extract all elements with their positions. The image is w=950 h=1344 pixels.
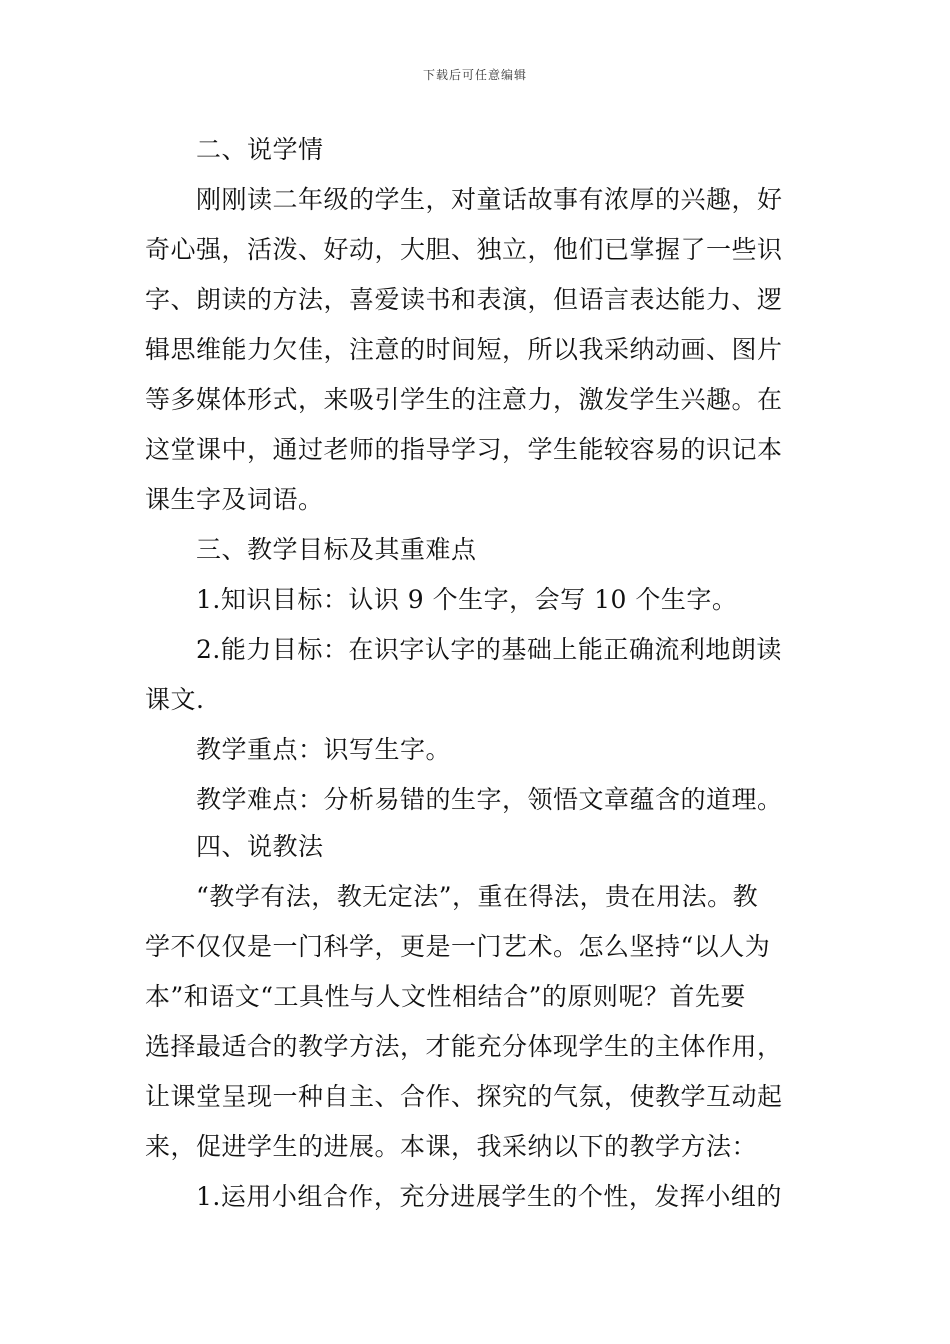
paragraph-line: 1.知识目标：认识 9 个生字，会写 10 个生字。: [196, 585, 738, 614]
paragraph-line: 2.能力目标：在识字认字的基础上能正确流利地朗读: [196, 635, 782, 664]
paragraph-line: 教学难点：分析易错的生字，领悟文章蕴含的道理。: [196, 785, 783, 814]
paragraph-line: 课文.: [145, 685, 205, 714]
paragraph-line: 选择最适合的教学方法，才能充分体现学生的主体作用，: [145, 1032, 783, 1061]
paragraph-line: 刚刚读二年级的学生，对童话故事有浓厚的兴趣，好: [196, 185, 783, 214]
paragraph-line: 等多媒体形式，来吸引学生的注意力，激发学生兴趣。在: [145, 385, 783, 414]
paragraph-line: 学不仅仅是一门科学，更是一门艺术。怎么坚持“以人为: [145, 932, 771, 961]
section-heading: 三、教学目标及其重难点: [196, 535, 477, 564]
paragraph-line: “教学有法，教无定法”，重在得法，贵在用法。教: [196, 882, 759, 911]
paragraph-line: 本”和语文“工具性与人文性相结合”的原则呢？首先要: [145, 982, 746, 1011]
paragraph-line: 来，促进学生的进展。本课，我采纳以下的教学方法：: [145, 1132, 758, 1161]
paragraph-line: 课生字及词语。: [145, 485, 324, 514]
paragraph-line: 1.运用小组合作，充分进展学生的个性，发挥小组的: [196, 1182, 782, 1211]
section-heading: 四、说教法: [196, 832, 324, 861]
paragraph-line: 让课堂呈现一种自主、合作、探究的气氛，使教学互动起: [145, 1082, 783, 1111]
section-heading: 二、说学情: [196, 135, 324, 164]
paragraph-line: 奇心强，活泼、好动，大胆、独立，他们已掌握了一些识: [145, 235, 783, 264]
paragraph-line: 这堂课中，通过老师的指导学习，学生能较容易的识记本: [145, 435, 783, 464]
paragraph-line: 字、朗读的方法，喜爱读书和表演，但语言表达能力、逻: [145, 285, 783, 314]
page-header: 下载后可任意编辑: [422, 68, 527, 82]
paragraph-line: 辑思维能力欠佳，注意的时间短，所以我采纳动画、图片: [145, 335, 783, 364]
paragraph-line: 教学重点：识写生字。: [196, 735, 452, 764]
